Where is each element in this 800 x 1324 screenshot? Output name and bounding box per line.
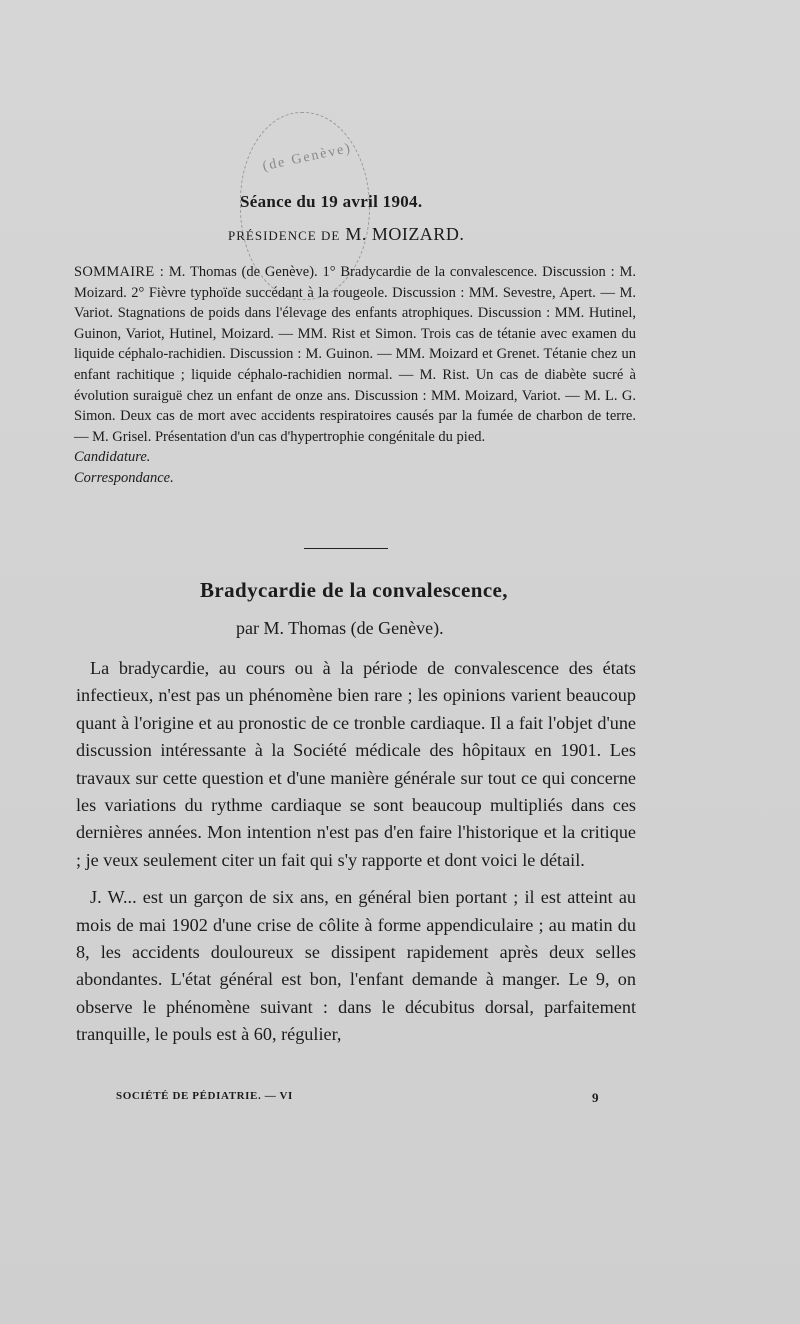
summary-candidature: Candidature. bbox=[74, 449, 151, 466]
stamp-text: (de Genève) bbox=[261, 140, 354, 175]
session-title: Séance du 19 avril 1904. bbox=[240, 192, 423, 211]
presidency-name: M. MOIZARD. bbox=[345, 224, 465, 244]
summary-text: M. Thomas (de Genève). 1° Bradycardie de la convalescence. Discussion : M. Moizard. 2° Fièvre typhoïde succédant à la rougeole. Discussion : MM. Sevestre, Apert. — M. Variot. Stagnations de poids dans l'élevage des enfants atrophiques. Discussion : MM. Hutinel, Guinon, Variot, Hutinel, Moizard. — MM. Rist et Simon. Trois cas de tétanie avec examen du liquide céphalo-rachidien. Discussion : M. Guinon. — MM. Moizard et Grenet. Tétanie chez un enfant rachitique ; liquide céphalo-rachidien normal. — M. Rist. Un cas de diabète sucré à évolution suraiguë chez un enfant de onze ans. Discussion : MM. Moizard, Variot. — M. L. G. Simon. Deux cas de mort avec accidents respiratoires causés par la fumée de charbon de terre. — M. Grisel. Présentation d'un cas d'hypertrophie congénitale du pied. bbox=[74, 264, 637, 445]
presidency-prefix: PRÉSIDENCE DE bbox=[228, 228, 341, 243]
article-body bbox=[76, 655, 636, 1049]
section-divider bbox=[304, 548, 388, 549]
body-paragraph: La bradycardie, au cours ou à la période de convalescence des états infectieux, n'est pas un phénomène bien rare ; les opinions varient beaucoup quant à l'origine et au pronostic de ce tronble cardiaque. Il a fait l'objet d'une discussion intéressante à la Société médicale des hôpitaux en 1901. Les travaux sur cette question et d'une manière générale sur tout ce qui concerne les variations du rythme cardiaque se sont beaucoup multipliés dans ces dernières années. Mon intention n'est pas d'en faire l'historique et la critique ; je veux seulement citer un fait qui s'y rapporte et dont voici le détail. bbox=[76, 658, 636, 870]
summary-label: SOMMAIRE : bbox=[74, 264, 165, 280]
footer-signature: 9 bbox=[592, 1090, 599, 1105]
presidency-line bbox=[228, 224, 548, 245]
article-author: par M. Thomas (de Genève). bbox=[236, 618, 444, 638]
footer-journal: SOCIÉTÉ DE PÉDIATRIE. — VI bbox=[116, 1090, 293, 1102]
summary-correspondance: Correspondance. bbox=[74, 469, 174, 486]
body-paragraph: J. W... est un garçon de six ans, en général bien portant ; il est atteint au mois de mai 1902 d'une crise de côlite à forme appendiculaire ; au matin du 8, les accidents douloureux se dissipent rapidement après deux selles abondantes. L'état général est bon, l'enfant demande à manger. Le 9, on observe le phénomène suivant : dans le décubitus dorsal, parfaitement tranquille, le pouls est à 60, régulier, bbox=[76, 887, 636, 1045]
summary-block bbox=[74, 262, 636, 489]
article-title: Bradycardie de la convalescence, bbox=[200, 578, 508, 602]
